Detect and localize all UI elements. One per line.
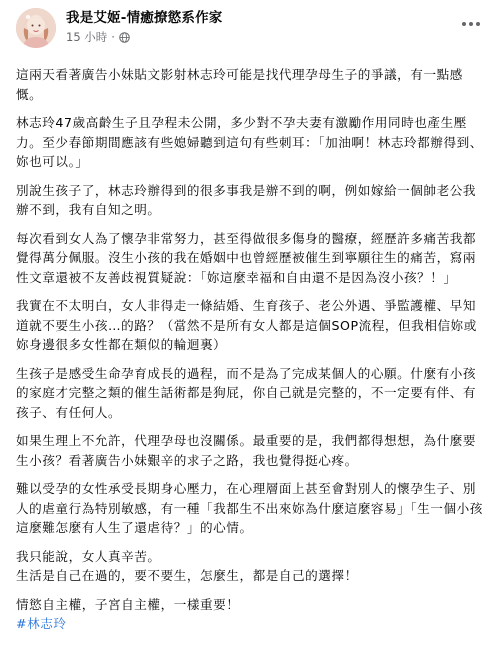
post-paragraph-2: 林志玲47歲高齡生子且孕程未公開，多少對不孕夫妻有激勵作用同時也產生壓力。至少春節期間應該有些媳婦聽到這句有些刺耳：「加油啊！林志玲都辦得到、妳也可以。」	[16, 115, 483, 169]
post-body	[16, 65, 483, 634]
post-paragraph-3: 別說生孩子了，林志玲辦得到的很多事我是辦不到的啊，例如嫁給一個帥老公我辦不到，我有自知之明。	[16, 182, 477, 217]
post-paragraph-5: 我實在不太明白，女人非得走一條結婚、生育孩子、老公外遇、爭監護權、早知道就不要生小孩…的路？（當然不是所有女人都是這個SOP流程，但我相信妳或妳身邊很多女性都在類似的輪迴裏）	[16, 298, 477, 352]
post-paragraph-1: 這兩天看著廣告小妹貼文影射林志玲可能是找代理孕母生子的爭議，有一點感慨。	[16, 67, 463, 102]
post-timestamp[interactable]: 15 小時	[66, 30, 108, 44]
post-closing-line-1: 我只能說，女人真辛苦。	[16, 548, 161, 564]
post-final-line: 情慾自主權，子宮自主權，一樣重要！	[16, 596, 240, 612]
post-paragraph-8: 難以受孕的女性承受長期身心壓力，在心理層面上甚至會對別人的懷孕生子、別人的虐童行為特別敏感，有一種「我都生不出來妳為什麼這麼容易」「生一個小孩這麼難怎麼有人生了還虐待？」的心情。	[16, 481, 483, 535]
post-subline	[66, 30, 223, 44]
globe-icon[interactable]	[119, 32, 130, 43]
author-name[interactable]: 我是艾姬-情癒撩慾系作家	[66, 10, 223, 26]
post-paragraph-6: 生孩子是感受生命孕育成長的過程，而不是為了完成某個人的心願。什麼有小孩的家庭才完整之類的催生話術都是狗屁，你自己就是完整的，不一定要有伴、有孩子、有任何人。	[16, 365, 477, 420]
more-options-button[interactable]	[459, 14, 483, 34]
meta-separator: ·	[111, 30, 115, 44]
author-avatar[interactable]	[16, 8, 56, 48]
hashtag-link[interactable]: #林志玲	[16, 616, 67, 631]
more-horizontal-icon	[461, 21, 481, 27]
post-header	[16, 0, 483, 54]
avatar-portrait-icon	[16, 8, 56, 48]
post-closing-line-2: 生活是自己在過的，要不要生，怎麼生，都是自己的選擇！	[16, 568, 358, 583]
post-meta	[66, 8, 223, 44]
post-paragraph-4: 每次看到女人為了懷孕非常努力，甚至得做很多傷身的醫療，經歷許多痛苦我都覺得萬分佩服。沒生小孩的我在婚姻中也曾經歷被催生到寧願往生的痛苦，寫兩性文章還被不友善歧視質疑說：「妳這麼幸福和自由還不是因為沒小孩？！」	[16, 230, 477, 285]
post-paragraph-7: 如果生理上不允許，代理孕母也沒關係。最重要的是，我們都得想想，為什麼要生小孩？看著廣告小妹艱辛的求子之路，我也覺得挺心疼。	[16, 433, 477, 468]
